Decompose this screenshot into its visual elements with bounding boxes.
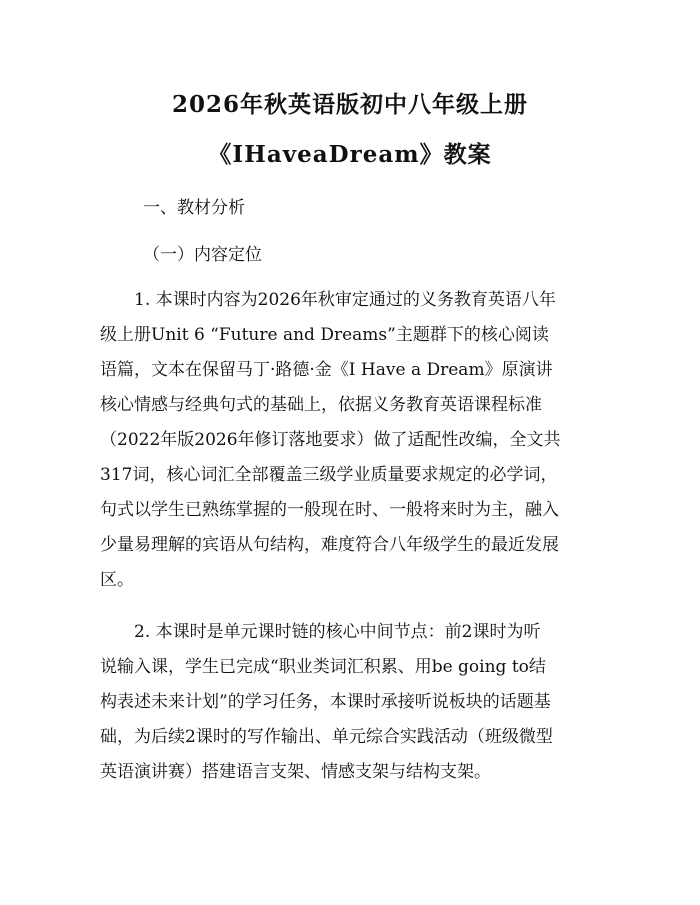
paragraph-line: 317词，核心词汇全部覆盖三级学业质量要求规定的必学词， (100, 465, 558, 485)
paragraph-1 (100, 283, 600, 598)
document-title-line-2: 《IHaveaDream》教案 (208, 141, 492, 168)
paragraph-line: （2022年版2026年修订落地要求）做了适配性改编，全文共 (100, 430, 561, 450)
paragraph-line: 级上册Unit 6 “Future and Dreams”主题群下的核心阅读 (100, 325, 549, 345)
paragraph-line: 构表述未来计划”的学习任务，本课时承接听说板块的话题基 (100, 692, 551, 712)
paragraph-line: 英语演讲赛）搭建语言支架、情感支架与结构支架。 (100, 762, 491, 782)
paragraph-line: 2. 本课时是单元课时链的核心中间节点：前2课时为听 (100, 622, 541, 642)
document-title-line-1: 2026年秋英语版初中八年级上册 (171, 91, 528, 118)
subsection-heading: （一）内容定位 (143, 245, 262, 265)
paragraph-line: 1. 本课时内容为2026年秋审定通过的义务教育英语八年 (100, 290, 556, 310)
paragraph-line: 说输入课，学生已完成“职业类词汇积累、用be going to结 (100, 657, 546, 677)
paragraph-line: 语篇，文本在保留马丁·路德·金《I Have a Dream》原演讲 (100, 360, 553, 380)
paragraph-line: 础，为后续2课时的写作输出、单元综合实践活动（班级微型 (100, 727, 553, 747)
paragraph-line: 核心情感与经典句式的基础上，依据义务教育英语课程标准 (100, 395, 542, 415)
paragraph-line: 句式以学生已熟练掌握的一般现在时、一般将来时为主，融入 (100, 500, 559, 520)
paragraph-2 (100, 615, 600, 790)
paragraph-line: 少量易理解的宾语从句结构，难度符合八年级学生的最近发展 (100, 535, 559, 555)
paragraph-line: 区。 (100, 570, 134, 590)
section-heading: 一、教材分析 (143, 198, 245, 218)
